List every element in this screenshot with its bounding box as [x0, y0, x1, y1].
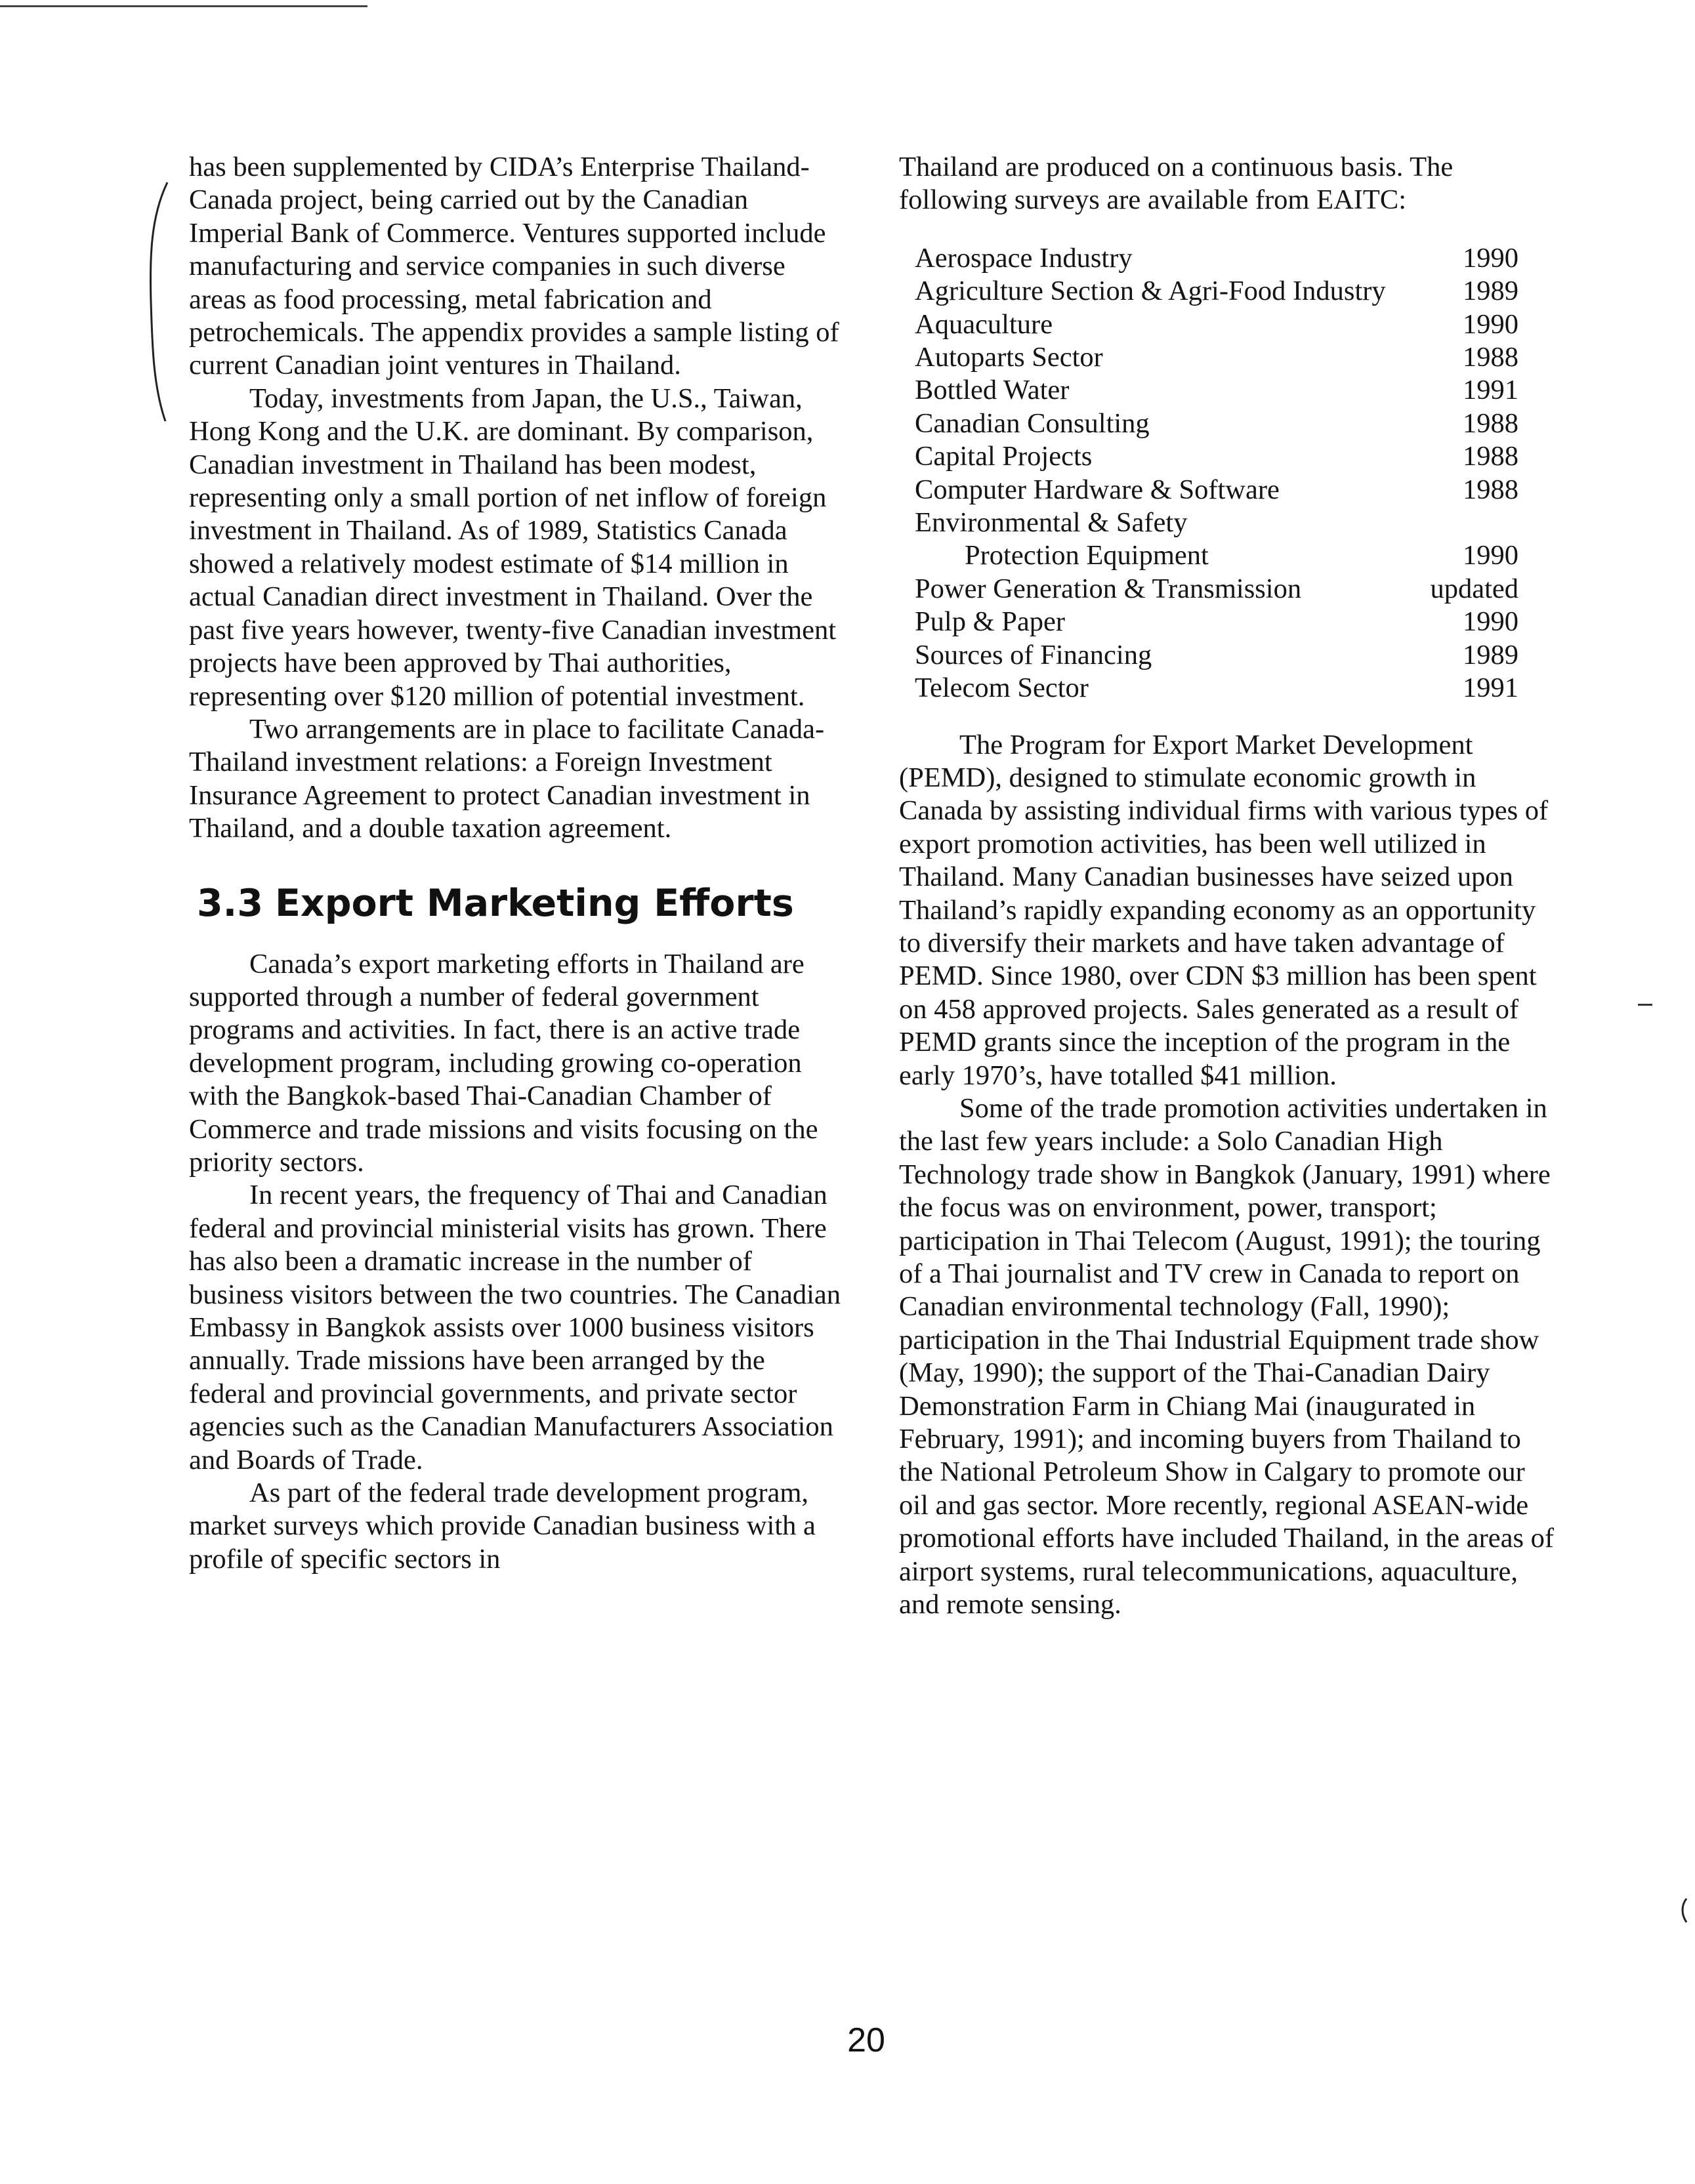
survey-year: 1991 [1463, 672, 1518, 704]
survey-name: Protection Equipment [965, 540, 1209, 571]
survey-year: 1988 [1463, 474, 1518, 505]
survey-row [915, 275, 1518, 308]
survey-row [915, 374, 1518, 407]
survey-name: Capital Projects [915, 441, 1093, 472]
survey-name: Aerospace Industry [915, 242, 1133, 274]
survey-year: 1991 [1463, 375, 1518, 406]
margin-paren-mark [1677, 1896, 1690, 1925]
right-column [899, 151, 1555, 1621]
page-number: 20 [847, 2021, 885, 2059]
paragraph-investment-arrangements: Two arrangements are in place to facilitate Canada-Thailand investment relations: a Foreign Investment Insurance Agreement to protect Canadian investment in Thailand, and a double taxation agreement. [189, 713, 825, 844]
survey-year: 1990 [1463, 308, 1518, 340]
survey-name: Pulp & Paper [915, 606, 1066, 638]
survey-list [915, 242, 1518, 705]
survey-row [915, 440, 1518, 473]
paragraph-market-surveys-continued: Thailand are produced on a continuous basis. The following surveys are available from EAITC: [899, 152, 1454, 216]
survey-name: Aquaculture [915, 308, 1053, 340]
survey-row [915, 672, 1518, 705]
survey-year: 1990 [1463, 242, 1518, 274]
paragraph-export-marketing: Canada’s export marketing efforts in Thailand are supported through a number of federal government programs and activities. In fact, there is an active trade development program, including growing co-operation with the Bangkok-based Thai-Canadian Chamber of Commerce and trade missions and visits focusing on the priority sectors. [189, 948, 818, 1178]
survey-name: Environmental & Safety [915, 507, 1188, 539]
survey-row [915, 506, 1518, 539]
survey-name: Power Generation & Transmission [915, 573, 1302, 604]
survey-row [915, 474, 1518, 506]
survey-row [915, 573, 1518, 606]
survey-name: Bottled Water [915, 375, 1070, 406]
survey-row [915, 407, 1518, 440]
survey-name: Autoparts Sector [915, 342, 1103, 373]
top-scan-rule [0, 5, 367, 7]
survey-year: 1989 [1463, 639, 1518, 670]
paragraph-cida-enterprise: has been supplemented by CIDA’s Enterprise Thailand-Canada project, being carried out by the Canadian Imperial Bank of Commerce. Ventures supported include manufacturing and service companies in such diverse areas as food processing, metal fabrication and petrochemicals. The appendix provides a sample listing of current Canadian joint ventures in Thailand. [189, 152, 839, 381]
survey-year: 1988 [1463, 342, 1518, 373]
survey-name: Telecom Sector [915, 672, 1089, 704]
survey-name: Sources of Financing [915, 639, 1152, 670]
margin-dash-mark [1638, 1004, 1652, 1006]
survey-row [915, 639, 1518, 672]
survey-name: Canadian Consulting [915, 407, 1150, 439]
paragraph-foreign-investments: Today, investments from Japan, the U.S., Taiwan, Hong Kong and the U.K. are dominant. By comparison, Canadian investment in Thailand has been modest, representing only a small portion of net inflow of foreign investment in Thailand. As of 1989, Statistics Canada showed a relatively modest estimate of $14 million in actual Canadian direct investment in Thailand. Over the past five years however, twenty-five Canadian investment projects have been approved by Thai authorities, representing over $120 million of potential investment. [189, 382, 837, 712]
section-title: Export Marketing Efforts [274, 881, 794, 925]
survey-name: Agriculture Section & Agri-Food Industry [915, 276, 1386, 307]
paragraph-ministerial-visits: In recent years, the frequency of Thai and Canadian federal and provincial ministerial visits has grown. There has also been a dramatic increase in the number of business visitors between the two countries. The Canadian Embassy in Bangkok assists over 1000 business visitors annually. Trade missions have been arranged by the federal and provincial governments, and private sector agencies such as the Canadian Manufacturers Association and Boards of Trade. [189, 1180, 841, 1475]
survey-row [915, 341, 1518, 374]
survey-year: 1988 [1463, 441, 1518, 472]
survey-name: Computer Hardware & Software [915, 474, 1280, 505]
left-column [189, 151, 845, 1576]
paragraph-trade-promotion-activities: Some of the trade promotion activities undertaken in the last few years include: a Solo Canadian High Technology trade show in Bangkok (January, 1991) where the focus was on environment, power, transport; participation in Thai Telecom (August, 1991); the touring of a Thai journalist and TV crew in Canada to report on Canadian environmental technology (Fall, 1990); participation in the Thai Industrial Equipment trade show (May, 1990); the support of the Thai-Canadian Dairy Demonstration Farm in Chiang Mai (inaugurated in February, 1991); and incoming buyers from Thailand to the National Petroleum Show in Calgary to promote our oil and gas sector. More recently, regional ASEAN-wide promotional efforts have included Thailand, in the areas of airport systems, rural telecommunications, aquaculture, and remote sensing. [899, 1092, 1555, 1620]
survey-year: 1988 [1463, 407, 1518, 439]
survey-row [915, 308, 1518, 341]
survey-row [915, 606, 1518, 638]
survey-year: 1989 [1463, 276, 1518, 307]
survey-year: 1990 [1463, 540, 1518, 571]
survey-year: updated [1430, 573, 1518, 604]
section-heading [197, 880, 845, 927]
paragraph-market-surveys-start: As part of the federal trade development program, market surveys which provide Canadian business with a profile of specific sectors in [189, 1477, 816, 1575]
survey-row [915, 242, 1518, 275]
paragraph-pemd: The Program for Export Market Development (PEMD), designed to stimulate economic growth in Canada by assisting individual firms with various types of export promotion activities, has been well utilized in Thailand. Many Canadian businesses have seized upon Thailand’s rapidly expanding economy as an opportunity to diversify their markets and have taken advantage of PEMD. Since 1980, over CDN $3 million has been spent on 458 approved projects. Sales generated as a result of PEMD grants since the inception of the program in the early 1970’s, have totalled $41 million. [899, 729, 1549, 1091]
survey-year: 1990 [1463, 606, 1518, 638]
section-number: 3.3 [197, 881, 263, 925]
margin-bracket-mark [131, 177, 177, 426]
survey-row [915, 539, 1518, 572]
